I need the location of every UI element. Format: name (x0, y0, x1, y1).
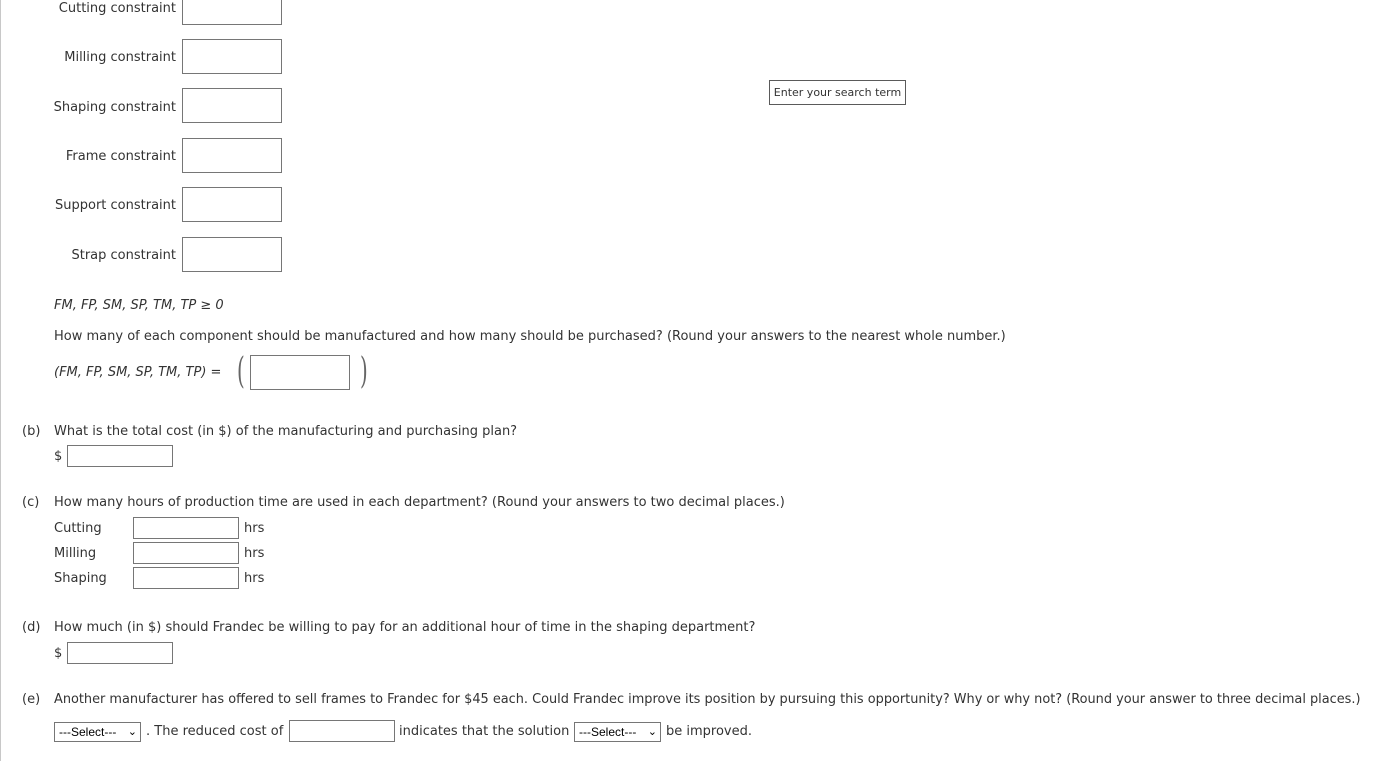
be-improved-text: be improved. (666, 724, 752, 739)
search-input[interactable]: Enter your search term (769, 80, 906, 105)
nonnegativity-constraint: FM, FP, SM, SP, TM, TP ≥ 0 (54, 298, 224, 313)
frame-constraint-input[interactable] (182, 138, 282, 173)
cutting-hours-input[interactable] (133, 517, 239, 539)
solution-text: indicates that the solution (399, 724, 570, 739)
question-b-text: What is the total cost (in $) of the manufacturing and purchasing plan? (54, 424, 518, 439)
question-a-text: How many of each component should be manufactured and how many should be purchased? (Round your answers to the nearest whole number.) (54, 329, 1006, 344)
improve-select-value: ---Select--- (59, 725, 117, 739)
reduced-cost-text: . The reduced cost of (146, 724, 284, 739)
chevron-down-icon: ⌄ (127, 726, 137, 738)
dept-label-shaping: Shaping (54, 571, 107, 586)
currency-symbol: $ (54, 449, 63, 464)
cutting-constraint-input[interactable] (182, 0, 282, 25)
constraint-label: Shaping constraint (53, 100, 176, 115)
constraint-label: Support constraint (55, 198, 176, 213)
total-cost-input[interactable] (67, 445, 173, 467)
tuple-label: (FM, FP, SM, SP, TM, TP) = (54, 365, 222, 380)
chevron-down-icon: ⌄ (647, 726, 657, 738)
dept-label-milling: Milling (54, 546, 97, 561)
unit-hrs: hrs (244, 521, 265, 536)
constraint-label: Cutting constraint (58, 1, 176, 16)
milling-constraint-input[interactable] (182, 39, 282, 74)
strap-constraint-input[interactable] (182, 237, 282, 272)
unit-hrs: hrs (244, 546, 265, 561)
shaping-hours-input[interactable] (133, 567, 239, 589)
support-constraint-input[interactable] (182, 187, 282, 222)
constraint-label: Milling constraint (64, 50, 176, 65)
constraint-label: Strap constraint (71, 248, 176, 263)
part-c-letter: (c) (22, 495, 40, 510)
reduced-cost-input[interactable] (289, 720, 395, 742)
unit-hrs: hrs (244, 571, 265, 586)
constraint-label: Frame constraint (65, 149, 176, 164)
question-d-text: How much (in $) should Frandec be willing to pay for an additional hour of time in the shaping department? (54, 620, 756, 635)
part-e-letter: (e) (22, 692, 41, 707)
tuple-answer-input[interactable] (250, 355, 350, 390)
part-d-letter: (d) (22, 620, 41, 635)
question-c-text: How many hours of production time are used in each department? (Round your answers to two decimal places.) (54, 495, 785, 510)
shaping-constraint-input[interactable] (182, 88, 282, 123)
can-cannot-select-value: ---Select--- (579, 725, 637, 739)
currency-symbol: $ (54, 646, 63, 661)
open-paren: ( (237, 351, 245, 392)
improve-select[interactable] (54, 722, 141, 742)
dept-label-cutting: Cutting (54, 521, 102, 536)
can-cannot-select[interactable] (574, 722, 661, 742)
part-b-letter: (b) (22, 424, 41, 439)
question-e-text: Another manufacturer has offered to sell frames to Frandec for $45 each. Could Frandec improve its position by pursuing this opportunity? Why or why not? (Round your answer to three decimal places.) (54, 692, 1361, 707)
close-paren: ) (360, 351, 368, 392)
shaping-hour-value-input[interactable] (67, 642, 173, 664)
milling-hours-input[interactable] (133, 542, 239, 564)
